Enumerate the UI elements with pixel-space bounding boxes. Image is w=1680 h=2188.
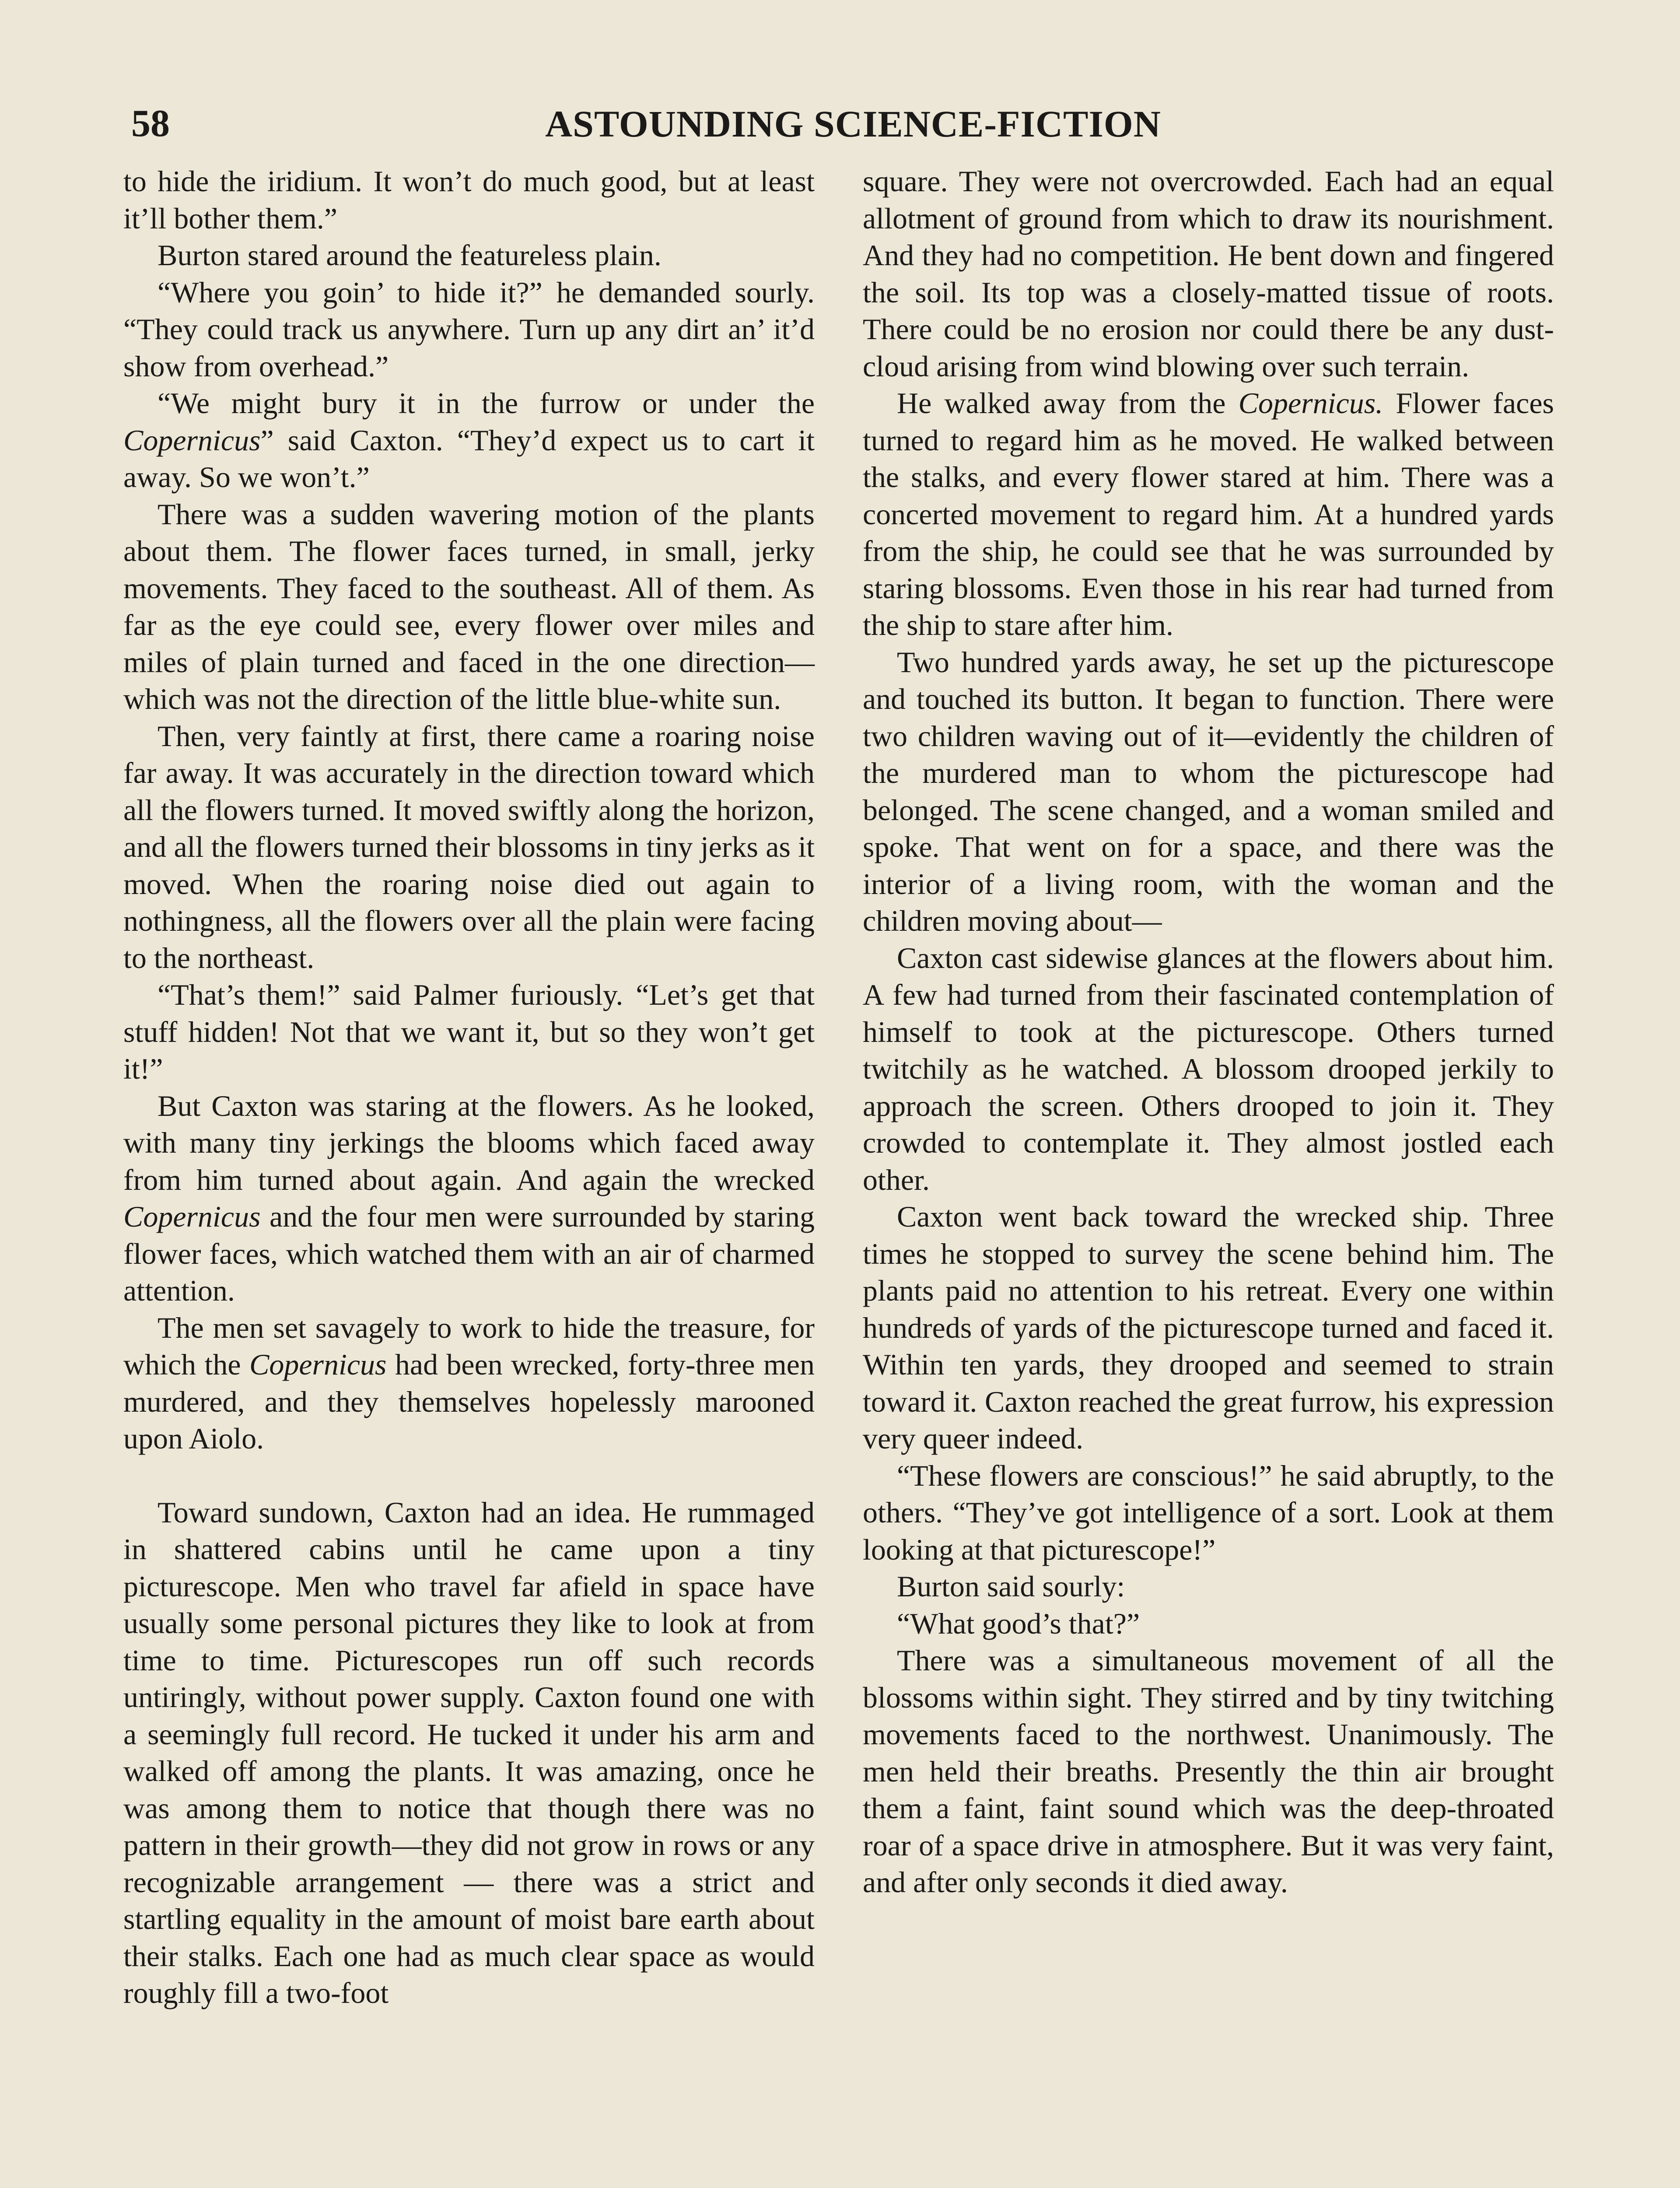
paragraph: There was a sudden wavering motion of the plants about them. The flower faces turned, in small, jerky movements. They faced to the southeast. All of them. As far as the eye could see, every flower over miles and miles of plain turned and faced in the one direction—which was not the direction of the little blue-white sun. (123, 497, 815, 715)
paragraph: “These flowers are conscious!” he said abruptly, to the others. “They’ve got intelligence of a sort. Look at them looking at that picturescope!” (863, 1459, 1554, 1566)
paragraph: “What good’s that?” (897, 1606, 1140, 1640)
paragraph: Caxton went back toward the wrecked ship. Three times he stopped to survey the scene behind him. The plants paid no attention to his retreat. Every one within hundreds of yards of the picturescope turned and faced it. Within ten yards, they drooped and seemed to strain toward it. Caxton reached the great furrow, his expression very queer indeed. (863, 1200, 1554, 1455)
paragraph: to hide the iridium. It won’t do much good, but at least it’ll bother them.” (123, 165, 815, 235)
text-run: and the four men were surrounded by staring flower faces, which watched them with an air of charmed attention. (123, 1200, 815, 1307)
running-title: ASTOUNDING SCIENCE-FICTION (545, 103, 1161, 145)
text-run: He walked away from the (897, 386, 1239, 420)
paragraph (123, 385, 815, 496)
paragraph: There was a simultaneous movement of all the blossoms within sight. They stirred and by tiny twitching movements faced to the northwest. Unanimously. The men held their breaths. Presently the thin air brought them a faint, faint sound which was the deep-throated roar of a space drive in atmosphere. But it was very faint, and after only seconds it died away. (863, 1644, 1554, 1899)
italic-ship-name: Copernicus. (1238, 386, 1383, 420)
page-header (131, 95, 1575, 152)
text-run: “We might bury it in the furrow or under the (158, 386, 815, 420)
paragraph: Two hundred yards away, he set up the picturescope and touched its button. It began to function. There were two children waving out of it—evidently the children of the murdered man to whom the picturescope had belonged. The scene changed, and a woman smiled and spoke. That went on for a space, and there was the interior of a living room, with the woman and the children moving about— (863, 645, 1554, 937)
left-text-column (123, 163, 815, 2012)
text-run: had been wrecked, forty-three men murdered, and they themselves hopelessly marooned upon Aiolo. (123, 1348, 815, 1455)
paragraph: Burton stared around the featureless plain. (158, 238, 662, 272)
text-run: ” said Caxton. “They’d expect us to cart it away. So we won’t.” (123, 423, 815, 494)
paragraph: “That’s them!” said Palmer furiously. “Let’s get that stuff hidden! Not that we want it, but so they won’t get it!” (123, 978, 815, 1085)
paragraph: square. They were not overcrowded. Each had an equal allotment of ground from which to draw its nourishment. And they had no competition. He bent down and fingered the soil. Its top was a closely-matted tissue of roots. There could be no erosion nor could there be any dust-cloud arising from wind blowing over such terrain. (863, 165, 1554, 383)
right-text-column (863, 163, 1554, 1901)
text-run: But Caxton was staring at the flowers. As he looked, with many tiny jerkings the blooms which faced away from him turned about again. And again the wrecked (123, 1089, 815, 1196)
paragraph: Toward sundown, Caxton had an idea. He rummaged in shattered cabins until he came upon a tiny picturescope. Men who travel far afield in space have usually some personal pictures they like to look at from time to time. Picturescopes run off such records untiringly, without power supply. Caxton found one with a seemingly full record. He tucked it under his arm and walked off among the plants. It was amazing, once he was among them to notice that though there was no pattern in their growth—they did not grow in rows or any recognizable arrangement — there was a strict and startling equality in the amount of moist bare earth about their stalks. Each one had as much clear space as would roughly fill a two-foot (123, 1495, 815, 2009)
paragraph (123, 1309, 815, 1457)
italic-ship-name: Copernicus (123, 1200, 261, 1233)
text-run: Flower faces turned to regard him as he moved. He walked between the stalks, and every flower stared at him. There was a concerted movement to regard him. At a hundred yards from the ship, he could see that he was surrounded by staring blossoms. Even those in his rear had turned from the ship to stare after him. (863, 386, 1554, 642)
paragraph (123, 1087, 815, 1309)
paragraph: “Where you goin’ to hide it?” he demanded sourly. “They could track us anywhere. Turn up any dirt an’ it’d show from overhead.” (123, 275, 815, 383)
italic-ship-name: Copernicus (123, 423, 261, 457)
paragraph: Burton said sourly: (897, 1570, 1125, 1603)
paragraph (863, 385, 1554, 644)
page-number: 58 (131, 102, 170, 145)
italic-ship-name: Copernicus (249, 1348, 387, 1381)
paragraph: Caxton cast sidewise glances at the flowers about him. A few had turned from their fascinated contemplation of himself to took at the picturescope. Others turned twitchily as he watched. A blossom drooped jerkily to approach the screen. Others drooped to join it. They crowded to contemplate it. They almost jostled each other. (863, 941, 1554, 1196)
paragraph: Then, very faintly at first, there came a roaring noise far away. It was accurately in the direction toward which all the flowers turned. It moved swiftly along the horizon, and all the flowers turned their blossoms in tiny jerks as it moved. When the roaring noise died out again to nothingness, all the flowers over all the plain were facing to the northeast. (123, 719, 815, 975)
text-run: The men set savagely to work to hide the treasure, for which the (123, 1311, 815, 1381)
